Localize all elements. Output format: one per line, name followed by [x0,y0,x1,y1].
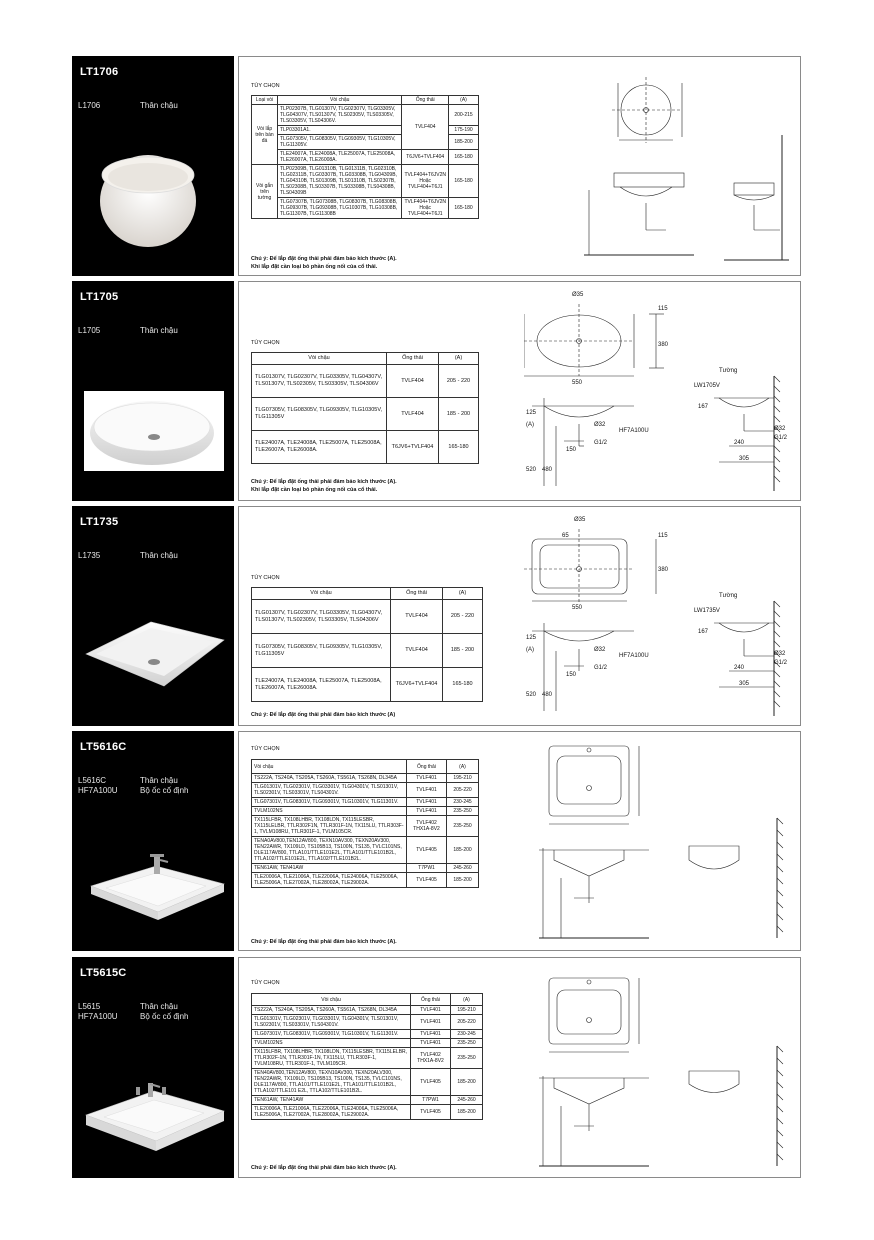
a-cell: 195-210 [447,774,479,783]
faucet-cell: TLE24007A, TLE24008A, TLE25007A, TLE25008A, TLE26007A, TLE26008A. [252,668,391,702]
product-section-lt1705 [72,281,801,501]
faucet-cell: TLE24007A, TLE24008A, TLE25007A, TLE25008A, TLE26007A, TLE26008A. [278,150,402,165]
dim-label: 305 [739,456,750,462]
faucet-cell: TVLM102NS [252,807,407,816]
product-code: LT1705 [80,291,119,303]
drain-cell: TVLF404 [391,634,443,668]
faucet-cell: TLG01301V, TLG02301V, TLG03301V, TLG04301V, TLS01301V, TLS02301V, TLS03301V, TLS04301V. [252,1015,411,1030]
part-line [78,101,178,111]
option-title: TÙY CHỌN [251,83,280,89]
part-line [78,1012,189,1022]
spec-panel [238,281,801,501]
technical-drawing [524,511,794,721]
dim-label: G1/2 [774,435,788,441]
drain-cell: TVLF401 [407,798,447,807]
drain-cell: T6JV6+TVLF404 [387,431,439,464]
drain-cell: TVLF402 THX1A-8V2 [411,1048,451,1069]
a-cell: 205 - 220 [439,365,479,398]
faucet-cell: TS222A, TS240A, TS205A, TS260A, TS561A, TS268N, DL345A [252,774,407,783]
faucet-type: Vòi lắp trên bàn đá [252,105,278,165]
spec-panel [238,56,801,276]
part-code: HF7A100U [78,786,118,795]
a-cell: 245-260 [451,1096,483,1105]
part-code: L1705 [78,326,101,335]
a-cell: 185-200 [451,1105,483,1120]
drain-cell: TVLF405 [407,837,447,864]
dim-label: (A) [526,422,534,428]
dim-label: 480 [542,467,553,473]
product-section-lt5615c [72,957,801,1178]
note [251,478,397,494]
part-desc: Thân chậu [140,326,178,335]
a-cell: 235-250 [447,816,479,837]
col-header: (A) [451,994,483,1006]
col-header: Ống thải [387,353,439,365]
product-panel [72,731,234,951]
dim-label: 550 [572,380,583,386]
note-line: Khi lắp đặt cần loại bỏ phần ống nối của cổ thải. [251,264,378,270]
a-cell: 185 - 200 [439,398,479,431]
faucet-cell: TEN40AV800,TEN12AV800, TEXN10AV300, TEXN20ALV300, TEN22AWR, TX109LD, TS105B13, TS100N, TS135, TVLC101NS, DLE117AV800, TTLA101/TTLE101E2L, TTLA101/TTLE101B2L, TTLA102/TTLE101 E2L, TTLA102/TTLE101B2L. [252,1069,411,1096]
dim-label: Tường [719,593,738,599]
faucet-table [251,759,479,888]
col-header: (A) [449,96,479,105]
product-code: LT1735 [80,516,119,528]
part-code: L5616C [78,776,107,785]
drain-cell: TVLF402 THX1A-8V2 [407,816,447,837]
a-cell: 235-250 [451,1039,483,1048]
a-cell: 235-250 [447,807,479,816]
faucet-cell: TEN61AW, TEN41AW [252,864,407,873]
product-section-lt1706 [72,56,801,276]
product-code: LT5616C [80,741,127,753]
note-line: Khi lắp đặt cần loại bỏ phần ống nối của cổ thải. [251,487,378,493]
faucet-cell: TLG07307B, TLG07308B, TLG08307B, TLG08308B, TLG09307B, TLG09308B, TLG10307B, TLG10308B, TLG11307B, TLG11308B [278,198,402,219]
faucet-cell: TENA0AV800,TEN12AV800, TEXN10AV300, TEXN20AV300, TEN22AWR, TX109LD, TS105B13, TS100N, TS135, TVLC101NS, DLE117AV800, TTLA101/TTLE101E2L, TTLA101/TTLE101B2L, TTLA102/TTLE101E2L, TTLA102/TTLE101B2L. [252,837,407,864]
drain-cell: TVLF404 [387,365,439,398]
a-cell: 165-180 [449,165,479,198]
a-cell: 205-220 [447,783,479,798]
faucet-cell: TLP02309B, TLG01310B, TLG01311B, TLG02310B, TLG02311B, TLG03307B, TLG03308B, TLG04309B, TLG04310B, TLS01309B, TLS01310B, TLS02307B, TLS02308B, TLS03307B, TLS03308B, TLS04308B, TLS04309B [278,165,402,198]
dim-label: 550 [572,605,583,611]
drain-cell: T6JV6+TVLF404 [402,150,449,165]
spec-panel [238,506,801,726]
drain-cell: TVLF401 [411,1006,451,1015]
drain-cell: TVLF401 [407,807,447,816]
part-line [78,776,178,786]
technical-drawing [539,966,789,1171]
faucet-table [251,587,483,702]
dim-label: 380 [658,567,669,573]
technical-drawing [539,738,789,943]
note-line: Chú ý: Để lắp đặt ống thải phải đảm bảo kích thước (A). [251,1165,397,1171]
note [251,1164,397,1172]
part-desc: Thân chậu [140,551,178,560]
faucet-cell: TLG01307V, TLG02307V, TLG03305V, TLG04307V, TLS01307V, TLS02305V, TLS03305V, TLS04306V [252,600,391,634]
a-cell: 205-220 [451,1015,483,1030]
part-line [78,1002,178,1012]
faucet-cell: TLG07305V, TLG08305V, TLG09305V, TLG10305V, TLG11305V [252,398,387,431]
drain-cell: TVLF405 [411,1105,451,1120]
faucet-cell: TLG07301V, TLG08301V, TLG09301V, TLG10301V, TLG11301V. [252,1030,411,1039]
product-section-lt5616c [72,731,801,951]
part-desc: Thân chậu [140,776,178,785]
product-panel [72,281,234,501]
basin-photo [76,391,231,471]
drain-cell: TVLF405 [407,873,447,888]
faucet-cell: TLP03301A1. [278,126,402,135]
note-line: Chú ý: Để lắp đặt ống thải phải đảm bảo kích thước (A). [251,256,397,262]
faucet-cell: TLG07305V, TLG08305V, TLG09305V, TLG10305V, TLG11305V [252,634,391,668]
faucet-cell: TLE24007A, TLE24008A, TLE25007A, TLE25008A, TLE26007A, TLE26008A. [252,431,387,464]
part-desc: Bộ ốc cố định [140,786,189,795]
drain-cell: TVLF401 [411,1015,451,1030]
a-cell: 165-180 [449,150,479,165]
dim-label: HF7A100U [619,653,649,659]
part-line [78,326,178,336]
part-line [78,551,178,561]
basin-photo [76,846,231,926]
note [251,938,397,946]
dim-label: LW1735V [694,608,720,614]
drain-cell: TVLF401 [407,774,447,783]
faucet-cell: TLG07305V, TLG08305V, TLG09305V, TLG10305V, TLG11305V. [278,135,402,150]
option-title: TÙY CHỌN [251,746,280,752]
dim-label: G1/2 [774,660,788,666]
dim-label: Ø32 [594,647,606,653]
note-line: Chú ý: Để lắp đặt ống thải phải đảm bảo kích thước (A) [251,712,396,718]
dim-label: 125 [526,410,537,416]
drain-cell: T6JV6+TVLF404 [391,668,443,702]
part-code: L1706 [78,101,101,110]
dim-label: LW1705V [694,383,720,389]
faucet-cell: TS222A, TS240A, TS205A, TS260A, TS561A, TS268N, DL345A [252,1006,411,1015]
drain-cell: TVLF405 [411,1069,451,1096]
a-cell: 195-210 [451,1006,483,1015]
dim-label: 305 [739,681,750,687]
col-header: (A) [447,760,479,774]
part-desc: Thân chậu [140,1002,178,1011]
basin-photo [76,1075,231,1155]
drain-cell: TVLF404+T6JV2N Hoặc TVLF404+T6J1 [402,165,449,198]
col-header: Ống thải [402,96,449,105]
faucet-cell: TX115LFBR, TX108LHBR, TX108LDN, TX115LESBR, TX115LELBR, TTLR302F1N, TTLR301F-1N, TX115LU, TTLR303F-1, TVLM108RU, TTLR301F-1, TVLM105CR. [252,816,407,837]
dim-label: Ø32 [594,422,606,428]
dim-label: 380 [658,342,669,348]
col-header: Vòi chậu [252,760,407,774]
option-title: TÙY CHỌN [251,980,280,986]
faucet-cell: TVLM102NS [252,1039,411,1048]
faucet-table [251,352,479,464]
dim-label: 125 [526,635,537,641]
option-title: TÙY CHỌN [251,340,280,346]
product-code: LT5615C [80,967,127,979]
dim-label: 115 [658,533,668,539]
dim-label: 150 [566,447,577,453]
dim-label: Tường [719,368,738,374]
a-cell: 230-245 [447,798,479,807]
note-line: Chú ý: Để lắp đặt ống thải phải đảm bảo kích thước (A). [251,939,397,945]
dim-label: HF7A100U [619,428,649,434]
dim-label: 167 [698,629,709,635]
part-line [78,786,189,796]
note-line: Chú ý: Để lắp đặt ống thải phải đảm bảo kích thước (A). [251,479,397,485]
part-code: HF7A100U [78,1012,118,1021]
part-code: L5615 [78,1002,101,1011]
drain-cell: T7PW1 [407,864,447,873]
product-panel [72,506,234,726]
drain-cell: T7PW1 [411,1096,451,1105]
product-section-lt1735 [72,506,801,726]
faucet-cell: TLE20006A, TLE21006A, TLE22006A, TLE24006A, TLE25006A, TLE25006A, TLE27002A, TLE28002A, TLE29002A. [252,873,407,888]
col-header: Ống thải [407,760,447,774]
faucet-cell: TEN61AW, TEN41AW [252,1096,411,1105]
drain-cell: TVLF401 [407,783,447,798]
a-cell: 185-200 [447,837,479,864]
drain-cell: TVLF401 [411,1030,451,1039]
basin-photo [76,151,231,251]
spec-panel [238,731,801,951]
technical-drawing [584,65,794,270]
drain-cell: TVLF401 [411,1039,451,1048]
dim-label: Ø32 [774,651,786,657]
dim-label: 520 [526,692,537,698]
faucet-cell: TLG01307V, TLG02307V, TLG03305V, TLG04307V, TLS01307V, TLS02305V, TLS03305V, TLS04306V [252,365,387,398]
option-title: TÙY CHỌN [251,575,280,581]
a-cell: 245-260 [447,864,479,873]
faucet-cell: TLG07301V, TLG08301V, TLG09301V, TLG10301V, TLG11301V. [252,798,407,807]
basin-photo [76,614,231,694]
a-cell: 185-200 [447,873,479,888]
part-desc: Bộ ốc cố định [140,1012,189,1021]
a-cell: 175-190 [449,126,479,135]
col-header: Loại vòi [252,96,278,105]
faucet-table [251,95,479,219]
a-cell: 165-180 [449,198,479,219]
a-cell: 165-180 [443,668,483,702]
dim-label: Ø35 [572,292,584,298]
dim-label: 65 [562,533,569,539]
note [251,255,397,271]
col-header: (A) [439,353,479,365]
spec-panel [238,957,801,1178]
product-panel [72,957,234,1178]
part-code: L1735 [78,551,101,560]
drain-cell: TVLF404 [391,600,443,634]
faucet-cell: TLP02307B, TLG01307V, TLG02307V, TLG03305V, TLG04307V, TLS01307V, TLS02305V, TLS03305V, TLS03305V, TLS04306V. [278,105,402,126]
note [251,711,395,719]
a-cell: 185-200 [449,135,479,150]
faucet-table [251,993,483,1120]
dim-label: G1/2 [594,440,608,446]
dim-label: 150 [566,672,577,678]
col-header: Vòi chậu [252,994,411,1006]
a-cell: 200-215 [449,105,479,126]
col-header: Ống thải [411,994,451,1006]
faucet-type: Vòi gắn trên tường [252,165,278,219]
dim-label: 240 [734,440,745,446]
a-cell: 185 - 200 [443,634,483,668]
dim-label: 520 [526,467,537,473]
drain-cell: TVLF404+T6JV2N Hoặc TVLF404+T6J1 [402,198,449,219]
drain-cell: TVLF404 [402,105,449,150]
a-cell: 185-200 [451,1069,483,1096]
faucet-cell: TX115LFBR, TX108LHBR, TX108LDN, TX115LESBR, TX115LELBR, TTLR302F-1N, TTLR301F-1N, TX115LU, TTLR303F-1, TVLM108RU, TTLR301F-1, TVLM105CR. [252,1048,411,1069]
a-cell: 165-180 [439,431,479,464]
dim-label: 240 [734,665,745,671]
technical-drawing [524,286,794,496]
col-header: Vòi chậu [278,96,402,105]
dim-label: 115 [658,306,668,312]
dim-label: G1/2 [594,665,608,671]
dim-label: 480 [542,692,553,698]
dim-label: Ø35 [574,517,586,523]
a-cell: 235-250 [451,1048,483,1069]
faucet-cell: TLE20006A, TLE21006A, TLE22006A, TLE24006A, TLE25006A, TLE25006A, TLE27002A, TLE28002A, TLE29002A. [252,1105,411,1120]
drain-cell: TVLF404 [387,398,439,431]
col-header: Ống thải [391,588,443,600]
col-header: Vòi chậu [252,588,391,600]
product-code: LT1706 [80,66,119,78]
a-cell: 205 - 220 [443,600,483,634]
part-desc: Thân chậu [140,101,178,110]
col-header: Vòi chậu [252,353,387,365]
dim-label: 167 [698,404,709,410]
dim-label: Ø32 [774,426,786,432]
product-panel [72,56,234,276]
col-header: (A) [443,588,483,600]
faucet-cell: TLG01301V, TLG02301V, TLG03301V, TLG04301V, TLS01301V, TLS02301V, TLS03301V, TLS04301V. [252,783,407,798]
dim-label: (A) [526,647,534,653]
a-cell: 230-245 [451,1030,483,1039]
